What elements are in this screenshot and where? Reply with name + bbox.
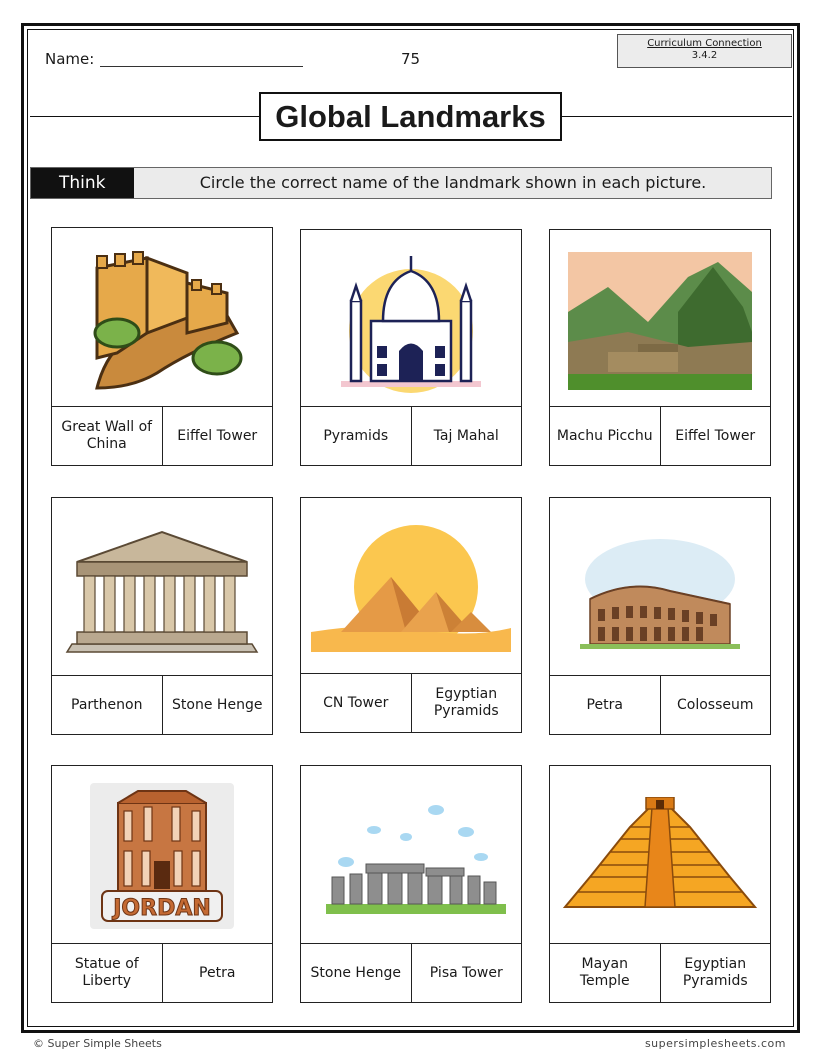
colosseum-icon: [550, 498, 770, 679]
answer-option[interactable]: Mayan Temple: [579, 956, 630, 989]
landmark-card: [549, 497, 771, 735]
answer-option[interactable]: Egyptian Pyramids: [660, 944, 771, 1002]
page-number: 75: [401, 50, 421, 68]
answer-option[interactable]: Eiffel Tower: [162, 407, 273, 465]
curriculum-code: 3.4.2: [691, 50, 718, 61]
answer-option[interactable]: Egyptian Pyramids: [411, 674, 522, 732]
landmark-card: [300, 765, 522, 1003]
instruction-text: Circle the correct name of the landmark shown in each picture.: [199, 173, 707, 192]
stonehenge-icon: [301, 766, 521, 947]
petra-jordan-icon: [52, 766, 272, 945]
answer-option[interactable]: Petra: [586, 696, 623, 713]
instruction-bar: [30, 167, 772, 199]
landmark-card: [51, 765, 273, 1003]
page-title: Global Landmarks: [259, 92, 562, 141]
answer-option[interactable]: Eiffel Tower: [660, 407, 771, 465]
answer-option[interactable]: Parthenon: [71, 696, 143, 713]
answer-options: [550, 943, 770, 1002]
answer-options: [301, 406, 521, 465]
copyright-text: © Super Simple Sheets: [33, 1037, 162, 1050]
answer-options: [52, 943, 272, 1002]
answer-option[interactable]: Statue of Liberty: [74, 956, 139, 989]
landmark-card: [51, 227, 273, 466]
answer-option[interactable]: Stone Henge: [310, 964, 401, 981]
great-wall-icon: [52, 228, 272, 407]
machu-picchu-icon: [550, 230, 770, 411]
pyramids-icon: [301, 498, 521, 675]
website-text: supersimplesheets.com: [644, 1037, 786, 1050]
answer-option[interactable]: Taj Mahal: [411, 407, 522, 465]
answer-options: [52, 406, 272, 465]
curriculum-connection-box: [617, 34, 792, 68]
answer-options: [52, 675, 272, 734]
answer-option[interactable]: Great Wall of China: [61, 419, 153, 452]
answer-options: [550, 406, 770, 465]
landmark-card: [549, 229, 771, 466]
landmark-card: [549, 765, 771, 1003]
answer-option[interactable]: Machu Picchu: [556, 427, 653, 444]
answer-options: [550, 675, 770, 734]
answer-option[interactable]: Pyramids: [323, 427, 389, 444]
mayan-temple-icon: [550, 766, 770, 947]
taj-mahal-icon: [301, 230, 521, 411]
landmark-card: [300, 497, 522, 733]
jordan-logo-text: JORDAN: [113, 895, 211, 921]
curriculum-connection-title: Curriculum Connection: [647, 38, 762, 49]
answer-option[interactable]: Stone Henge: [162, 676, 273, 734]
landmark-card: [300, 229, 522, 466]
answer-option[interactable]: Pisa Tower: [411, 944, 522, 1002]
answer-options: [301, 673, 521, 732]
answer-options: [301, 943, 521, 1002]
think-tag: Think: [31, 168, 134, 198]
answer-option[interactable]: Petra: [162, 944, 273, 1002]
parthenon-icon: [52, 498, 272, 679]
answer-option[interactable]: Colosseum: [660, 676, 771, 734]
landmark-card: [51, 497, 273, 735]
name-label: Name:: [45, 50, 95, 68]
name-input-line[interactable]: [100, 66, 303, 67]
answer-option[interactable]: CN Tower: [323, 694, 389, 711]
